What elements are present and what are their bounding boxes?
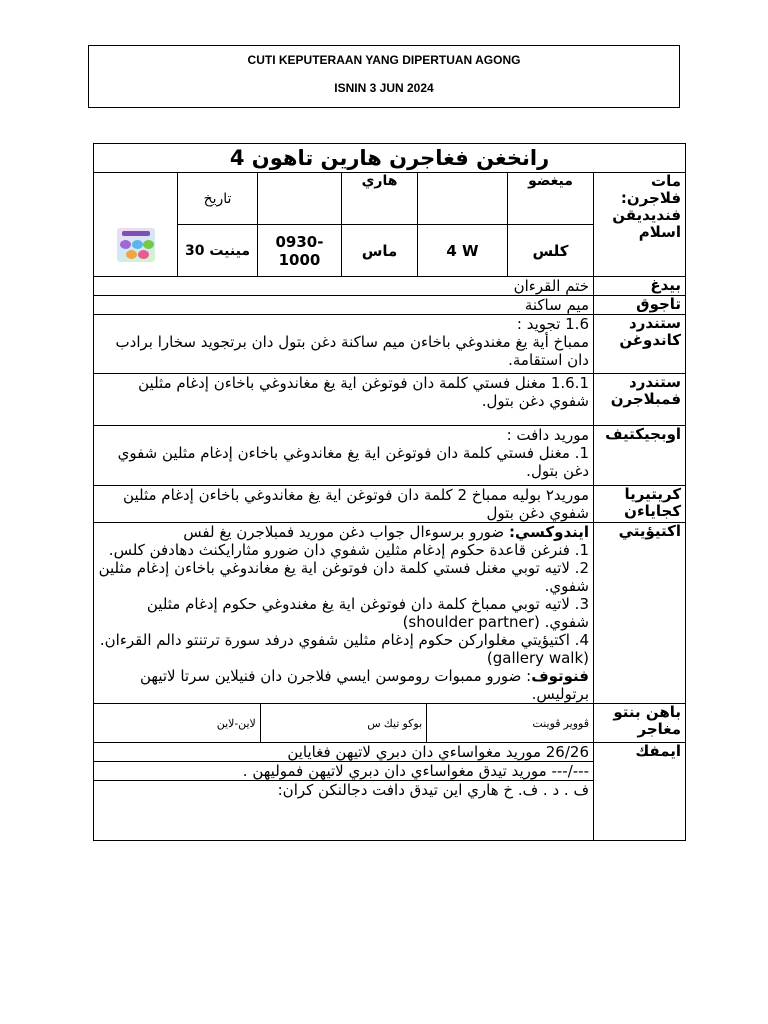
lesson-plan-table — [93, 143, 686, 841]
kelas-value: 4 W — [418, 225, 508, 277]
aktiviti-induksi — [98, 523, 589, 541]
header-box — [88, 45, 680, 108]
impak-3: ف . د . ف. خ هاري اين تيدق دافت دجالنكن كران: — [94, 781, 594, 841]
kriteria-kejayaan: موريد٢ بوليه ممباخ 2 كلمة دان فوتوغن اية يغ مغاندوغي باخاءن إدغام مثلين شفوي دغن بتول — [94, 486, 594, 523]
bidang-label: بيدغ — [594, 277, 686, 296]
book-cover-cell-2 — [94, 225, 178, 277]
obj-line2: 1. مغنل فستي كلمة دان فوتوغن اية يغ مغاندوغي باخاءن إدغام مثلين شفوي دغن بتول. — [117, 444, 589, 480]
aktiviti-step-3: 3. لاتيه توبي ممباخ كلمة دان فوتوغن اية يغ مغندوغي حكوم إدغام مثلين شفوي. (shoulder partner) — [146, 595, 589, 631]
sk-line1: 1.6 تجويد : — [516, 315, 589, 333]
bbm-label: باهن بنتو مغاجر — [594, 704, 686, 743]
bbm-lain-lain: لاين-لاين — [216, 717, 256, 730]
standard-kandungan — [94, 315, 594, 374]
induksi-head: ايندوكسي: — [508, 523, 589, 541]
book-cover-image — [117, 228, 155, 262]
impak-2: ---/--- موريد تيدق مغواساءي دان دبري لاتيهن فموليهن . — [94, 762, 594, 781]
sp-label: ستندرد فمبلاجرن — [594, 374, 686, 426]
kriteria-label: كريتيريا كجاياءن — [594, 486, 686, 523]
masa-label: ماس — [342, 225, 418, 277]
standard-pembelajaran: 1.6.1 مغنل فستي كلمة دان فوتوغن اية يغ مغاندوغي باخاءن إدغام مثلين شفوي دغن بتول. — [94, 374, 594, 426]
aktiviti-penutup — [98, 667, 589, 703]
aktiviti — [94, 523, 594, 704]
bbm-cell — [94, 704, 594, 743]
bbm-powerpoint: ڤووير ڤوينت — [427, 704, 593, 742]
book-cover-cell — [94, 173, 178, 225]
minggu-header: ميغضو — [508, 173, 594, 225]
tarikh-header: تاريخ — [178, 173, 258, 225]
kelas-label: كلس — [508, 225, 594, 277]
aktiviti-step-2: 2. لاتيه توبي مغنل فستي كلمة دان فوتوغن اية يغ مغاندوغي باخاءن إدغام مثلين شفوي. — [98, 559, 589, 595]
aktiviti-step-1: 1. فنرغن قاعدة حكوم إدغام مثلين شفوي دان ضورو مثارايكنث دهادفن كلس. — [108, 541, 589, 559]
objektif-label: اوبجيكتيف — [594, 426, 686, 486]
aktiviti-label: اكتيؤيتي — [594, 523, 686, 704]
empty-header-cell — [258, 173, 342, 225]
bbm-inner — [94, 704, 593, 742]
tajuk-value: ميم ساكنة — [94, 296, 594, 315]
plan-title: رانخغن فغاجرن هارين تاهون 4 — [94, 144, 686, 173]
bbm-buku-teks: بوكو تيك س — [260, 704, 426, 742]
tajuk-label: تاجوق — [594, 296, 686, 315]
impak-1: 26/26 موريد مغواساءي دان دبري لاتيهن فغاياين — [94, 743, 594, 762]
induksi-text: ضورو برسوءال جواب دغن موريد فمبلاجرن يغ لفس — [183, 523, 509, 541]
masa-value: 0930-1000 — [258, 225, 342, 277]
obj-line1: موريد دافت : — [506, 426, 589, 444]
penutup-head: فنوتوف — [531, 667, 589, 685]
bidang-value: ختم القرءان — [94, 277, 594, 296]
sk-label: ستندرد كاندوغن — [594, 315, 686, 374]
holiday-title: CUTI KEPUTERAAN YANG DIPERTUAN AGONG — [247, 53, 521, 67]
penutup-text: : ضورو ممبوات روموسن ايسي فلاجرن دان فنيلاين سرتا لاتيهن برتوليس. — [140, 667, 589, 703]
impak-label: ايمفك — [594, 743, 686, 841]
objektif — [94, 426, 594, 486]
hari-header: هاري — [342, 173, 418, 225]
minit-value: مينيت 30 — [178, 225, 258, 277]
subject-label: مات فلاجرن: فنديديقن اسلام — [594, 173, 686, 277]
date-line: ISNIN 3 JUN 2024 — [334, 81, 434, 95]
empty-header-cell-2 — [418, 173, 508, 225]
sk-line2: ممباخ أية يغ مغندوغي باخاءن ميم ساكنة دغن بتول دان برتجويد سخارا برادب دان استقامة. — [115, 333, 589, 369]
aktiviti-step-4: 4. اكتيؤيتي مغلواركن حكوم إدغام مثلين شفوي درفد سورة ترتنتو دالم القرءان. (gallery walk) — [99, 631, 589, 667]
